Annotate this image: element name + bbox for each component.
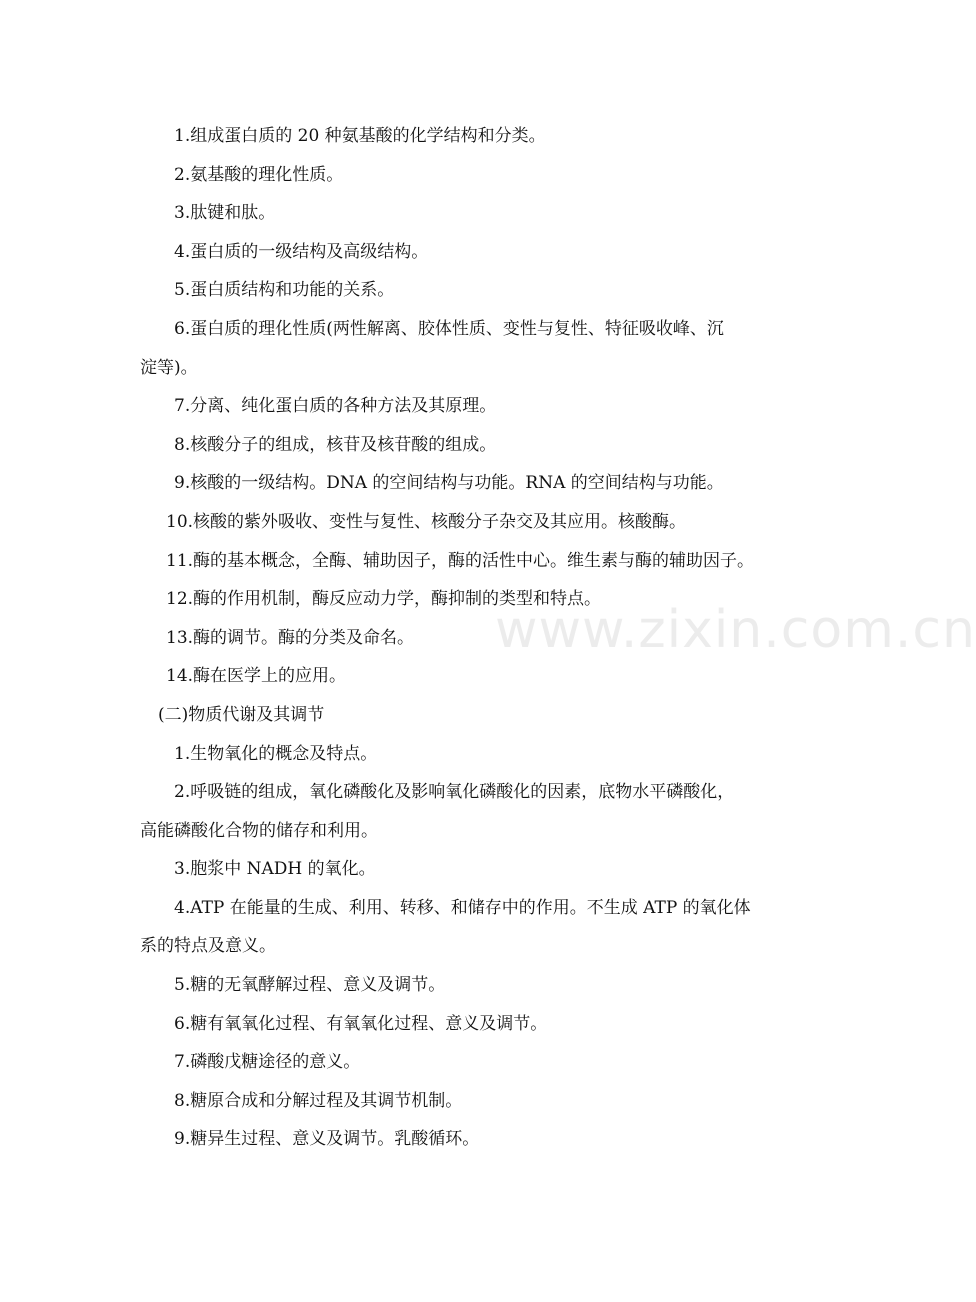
list-item-6: 6.蛋白质的理化性质(两性解离、胶体性质、变性与复性、特征吸收峰、沉 [174, 318, 724, 339]
list-item-1: 1.组成蛋白质的 20 种氨基酸的化学结构和分类。 [174, 126, 546, 146]
section2-item-9: 9.糖异生过程、意义及调节。乳酸循环。 [174, 1129, 480, 1150]
list-item-12: 12.酶的作用机制，酶反应动力学，酶抑制的类型和特点。 [166, 589, 602, 610]
list-item-5: 5.蛋白质结构和功能的关系。 [174, 280, 395, 301]
section2-item-4-continuation: 系的特点及意义。 [140, 936, 276, 957]
list-item-14: 14.酶在医学上的应用。 [166, 666, 347, 687]
watermark: www.zixin.com.cn [495, 600, 976, 660]
section2-item-4: 4.ATP 在能量的生成、利用、转移、和储存中的作用。不生成 ATP 的氧化体 [174, 897, 751, 918]
section2-item-8: 8.糖原合成和分解过程及其调节机制。 [174, 1090, 463, 1111]
list-item-6-continuation: 淀等)。 [140, 357, 198, 378]
section2-item-5: 5.糖的无氧酵解过程、意义及调节。 [174, 975, 446, 996]
list-item-2: 2.氨基酸的理化性质。 [174, 164, 344, 185]
list-item-10: 10.核酸的紫外吸收、变性与复性、核酸分子杂交及其应用。核酸酶。 [166, 511, 687, 532]
list-item-11: 11.酶的基本概念，全酶、辅助因子，酶的活性中心。维生素与酶的辅助因子。 [166, 550, 755, 571]
section2-item-2: 2.呼吸链的组成，氧化磷酸化及影响氧化磷酸化的因素，底物水平磷酸化， [174, 782, 735, 803]
list-item-4: 4.蛋白质的一级结构及高级结构。 [174, 241, 429, 262]
section2-item-1: 1.生物氧化的概念及特点。 [174, 743, 378, 764]
list-item-3: 3.肽键和肽。 [174, 203, 276, 224]
list-item-9: 9.核酸的一级结构。DNA 的空间结构与功能。RNA 的空间结构与功能。 [174, 473, 724, 494]
list-item-7: 7.分离、纯化蛋白质的各种方法及其原理。 [174, 396, 497, 417]
list-item-13: 13.酶的调节。酶的分类及命名。 [166, 627, 415, 648]
list-item-8: 8.核酸分子的组成，核苷及核苷酸的组成。 [174, 434, 497, 455]
section2-item-6: 6.糖有氧氧化过程、有氧氧化过程、意义及调节。 [174, 1013, 548, 1034]
section2-item-7: 7.磷酸戊糖途径的意义。 [174, 1052, 361, 1073]
document-body [140, 117, 788, 1159]
section2-item-2-continuation: 高能磷酸化合物的储存和利用。 [140, 820, 378, 841]
section2-item-3: 3.胞浆中 NADH 的氧化。 [174, 859, 376, 880]
section-heading: (二)物质代谢及其调节 [158, 704, 325, 725]
